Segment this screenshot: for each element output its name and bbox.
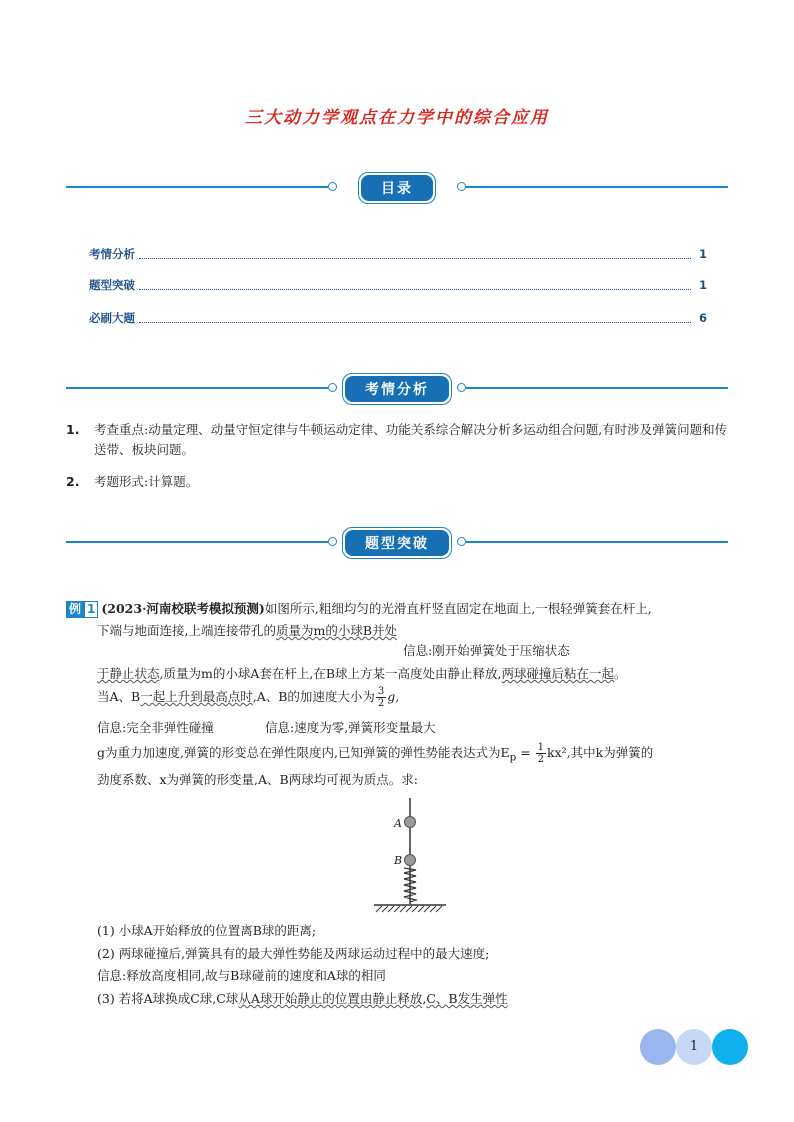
toc-leader — [139, 313, 691, 323]
toc-entry-label: 必刷大题 — [89, 311, 135, 325]
example-line-3 — [97, 664, 627, 684]
divider-dot — [328, 383, 337, 392]
subscript: p — [509, 751, 517, 764]
fraction: $\frac{1}{2}$ — [537, 742, 545, 765]
analysis-item-1 — [66, 420, 730, 460]
toc-entry-page: 1 — [698, 278, 707, 292]
divider-line — [66, 186, 328, 188]
page-badge-circle — [712, 1029, 748, 1065]
divider-dot — [457, 182, 466, 191]
example-tag: 例 — [66, 601, 84, 618]
toc-entry-label: 题型突破 — [89, 278, 135, 292]
question-text: (3) 若将A球换成C球,C球 — [97, 991, 239, 1006]
divider-line — [66, 387, 328, 389]
example-text: 如图所示,粗细均匀的光滑直杆竖直固定在地面上,一根轻弹簧套在杆上, — [264, 601, 652, 616]
toc-entry-must-do[interactable] — [89, 309, 707, 327]
toc-entry-breakthrough[interactable] — [89, 276, 707, 294]
spring-rod-figure — [368, 798, 452, 914]
toc-leader — [139, 280, 691, 290]
toc-heading: 目录 — [361, 175, 433, 201]
example-text: 当A、B — [97, 689, 141, 704]
example-number: 1 — [84, 601, 98, 618]
analysis-section-header — [66, 373, 728, 403]
divider-line — [466, 541, 728, 543]
example-line-4 — [97, 686, 399, 709]
question-text: , — [422, 991, 427, 1006]
toc-entry-page: 1 — [698, 247, 707, 261]
document-title: 三大动力学观点在力学中的综合应用 — [245, 108, 549, 128]
fraction: $\frac{3}{2}$ — [377, 686, 385, 709]
example-text: g, — [387, 689, 400, 704]
section-pill — [342, 527, 452, 559]
toc-entry-label: 考情分析 — [89, 247, 135, 261]
section-pill — [358, 172, 436, 204]
breakthrough-section-header — [66, 527, 728, 557]
breakthrough-heading: 题型突破 — [345, 530, 449, 556]
ball-b — [405, 855, 416, 866]
divider-line — [66, 541, 328, 543]
divider-dot — [457, 383, 466, 392]
toc-leader — [139, 249, 691, 259]
info-note: 信息:完全非弹性碰撞 — [97, 720, 214, 735]
example-text: 下端与地面连接,上端连接带孔的 — [97, 623, 276, 638]
underlined-key-phrase: 于静止状态 — [97, 666, 160, 681]
question-1: (1) 小球A开始释放的位置离B球的距离; — [97, 923, 317, 938]
toc-entry-analysis[interactable] — [89, 245, 707, 263]
example-text: ,A、B的加速度大小为 — [252, 689, 375, 704]
info-note: 信息:刚开始弹簧处于压缩状态 — [403, 643, 570, 658]
item-text: 考查重点:动量定理、动量守恒定律与牛顿运动定律、功能关系综合解决分析多运动组合问题,有时涉及弹簧问题和传送带、板块问题。 — [94, 422, 728, 457]
toc-entry-page: 6 — [698, 311, 707, 325]
underlined-key-phrase: C、B发生弹性 — [426, 991, 508, 1006]
ball-a — [405, 817, 416, 828]
info-note: 信息:速度为零,弹簧形变量最大 — [265, 720, 436, 735]
question-2: (2) 两球碰撞后,弹簧具有的最大弹性势能及两球运动过程中的最大速度; — [97, 946, 490, 961]
underlined-key-phrase: 一起上升到最高点时 — [140, 689, 253, 704]
divider-line — [466, 387, 728, 389]
example-line-6: 劲度系数、x为弹簧的形变量,A、B两球均可视为质点。求: — [97, 772, 418, 787]
info-note: 信息:释放高度相同,故与B球碰前的速度和A球的相同 — [97, 968, 386, 983]
section-pill — [342, 373, 452, 405]
analysis-item-2 — [66, 472, 730, 492]
item-text: 考题形式:计算题。 — [94, 474, 199, 489]
ground-hatch — [376, 906, 442, 912]
page-number: 1 — [689, 1039, 699, 1054]
divider-line — [466, 186, 728, 188]
underlined-key-phrase: 从A球开始静止的位置由静止释放 — [238, 991, 423, 1006]
example-text: g为重力加速度,弹簧的形变总在弹性限度内,已知弹簧的弹性势能表达式为E — [97, 745, 510, 760]
example-source: (2023·河南校联考模拟预测) — [101, 601, 265, 616]
item-number: 2. — [66, 474, 80, 489]
divider-dot — [328, 537, 337, 546]
page-badge-circle — [640, 1029, 676, 1065]
example-text: ,质量为m的小球A套在杆上,在B球上方某一高度处由静止释放, — [159, 666, 502, 681]
question-3 — [97, 989, 508, 1009]
toc-section-header — [66, 172, 728, 202]
divider-dot — [328, 182, 337, 191]
label-b: B — [394, 854, 403, 867]
analysis-heading: 考情分析 — [345, 376, 449, 402]
example-line-1 — [66, 599, 732, 619]
example-line-2 — [97, 621, 397, 641]
underlined-key-phrase: 两球碰撞后粘在一起 — [501, 666, 615, 681]
example-text: 。 — [614, 666, 627, 681]
label-a: A — [394, 817, 402, 830]
item-number: 1. — [66, 422, 80, 437]
example-line-5 — [97, 742, 653, 768]
example-text: kx²,其中k为弹簧的 — [547, 745, 654, 760]
example-text: = — [516, 745, 535, 760]
divider-dot — [457, 537, 466, 546]
underlined-key-phrase: 质量为m的小球B并处 — [275, 623, 398, 638]
